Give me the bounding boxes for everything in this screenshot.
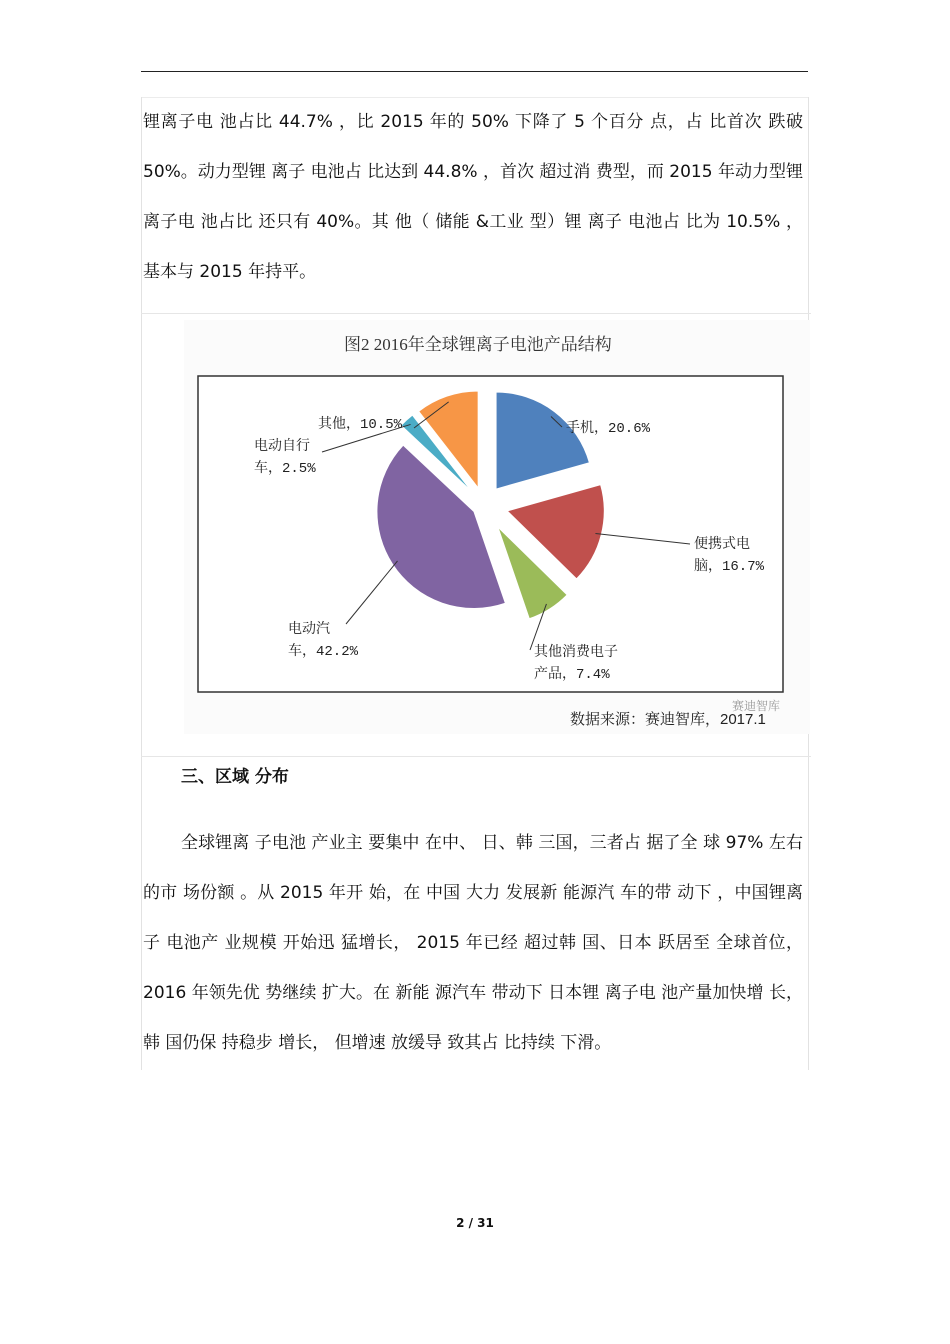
slice-label-line: 车，2.5% — [254, 461, 316, 477]
slice-label-line: 电动汽 — [288, 622, 330, 638]
pie-chart-figure — [184, 320, 810, 734]
slice-label-line: 产品，7.4% — [534, 667, 610, 683]
chart-title: 图2 2016年全球锂离子电池产品结构 — [344, 335, 612, 354]
header-rule — [141, 71, 808, 72]
body-paragraph-2: 全球锂离 子电池 产业主 要集中 在中、 日、韩 三国，三者占 据了全 球 97% 左右的市 场份额 。从 2015 年开 始，在 中国 大力 发展新 能源汽 车的带 动下 ，中国锂离子 电池产 业规模 开始迅 猛增长， 2015 年已经 超过韩 国、日本 跃居至 全球首位， 2016 年领先优 势继续 扩大。在 新能 源汽车 带动下 日本锂 离子电 池产量加快增 长，韩 国仍保 持稳步 增长， 但增速 放缓导 致其占 比持续 下滑。 — [143, 833, 803, 1053]
chart-source: 数据来源：赛迪智库，2017.1 — [570, 711, 766, 728]
pie-chart — [184, 320, 810, 734]
slice-label-line: 车，42.2% — [288, 644, 359, 660]
slice-label-0 — [566, 419, 651, 437]
slice-label-5 — [318, 416, 403, 433]
slice-label-line: 其他，10.5% — [318, 417, 403, 433]
page-number: 2 / 31 — [456, 1216, 494, 1230]
body-paragraph-1: 锂离子电 池占比 44.7% ，比 2015 年的 50% 下降了 5 个百分 点，占 比首次 跌破 50%。动力型锂 离子 电池占 比达到 44.8% ，首次 超过消 费型，而 2015 年动力型锂 离子电 池占比 还只有 40%。其 他（ 储能 &工业 型）锂 离子 电池占 比为 10.5% ，基本与 2015 年持平。 — [143, 112, 803, 282]
section-heading: 三、区域 分布 — [181, 767, 289, 787]
watermark-text: 赛迪智库 — [732, 699, 781, 713]
plot-area-border — [198, 376, 783, 692]
slice-label-line: 手机，20.6% — [566, 421, 651, 437]
slice-label-line: 电动自行 — [254, 439, 310, 455]
slice-label-line: 便携式电 — [694, 537, 750, 553]
slice-label-line: 其他消费电子 — [534, 645, 618, 661]
slice-label-line: 脑，16.7% — [694, 559, 765, 575]
